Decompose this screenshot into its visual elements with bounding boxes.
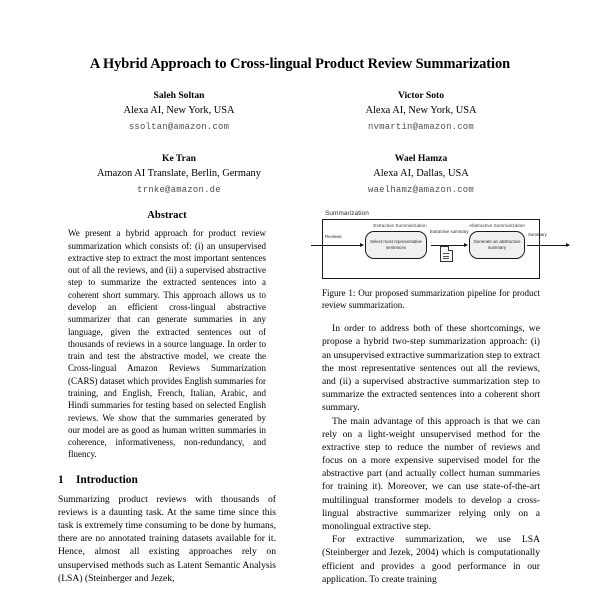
author-email[interactable]: ssoltan@amazon.com: [128, 121, 230, 132]
figure-node-abstractive: Generate an abstractive summary: [469, 231, 525, 259]
author-name: Saleh Soltan: [153, 90, 205, 102]
document-fold: [448, 246, 453, 251]
right-column: [322, 210, 547, 586]
abstract-heading: Abstract: [147, 210, 187, 222]
figure-arrow-reviews-to-extractive: [311, 245, 363, 246]
document-line: [443, 258, 449, 259]
author-affiliation: Amazon AI Translate, Berlin, Germany: [97, 167, 261, 179]
author-block-3: [58, 153, 300, 196]
figure-arrow-abstractive-to-output: [527, 245, 569, 246]
body-columns: [58, 210, 547, 586]
document-icon: [440, 246, 453, 262]
author-email[interactable]: waelhamz@amazon.com: [368, 184, 474, 195]
figure-label-extractive-stage: Extractive Summarization: [373, 223, 427, 229]
author-name: Ke Tran: [161, 153, 197, 165]
figure-stage-labels: [323, 220, 539, 228]
page-title: A Hybrid Approach to Cross-lingual Product Review Summarization: [89, 56, 511, 72]
figure-caption-body: Our proposed summarization pipeline for product review summarization.: [322, 288, 541, 311]
section-title: Introduction: [76, 473, 138, 486]
figure-label-abstractive-stage: Abstractive Summarization: [469, 223, 525, 229]
document-line: [443, 256, 449, 257]
figure-caption-label: Figure 1:: [322, 288, 356, 299]
figure-caption: [322, 288, 540, 312]
author-block-1: [58, 90, 300, 133]
author-block-4: [300, 153, 542, 196]
paragraph: The main advantage of this approach is that we can rely on a light-weight unsupervised method for the extractive step to reduce the number of reviews and focus on a more expensive supervised model for the abstractive part (and actually collect human summaries for training it). Moreover, we can use state-of-the-art multilingual transformer models to develop a cross-lingual abstractive summarizer relying only on a monolingual extractive step.: [322, 415, 540, 533]
author-block-2: [300, 90, 542, 133]
paragraph: Summarizing product reviews with thousands of reviews is a daunting task. At the same time since this task is extremely time consuming to be done by humans, there are no annotated training datasets available for it. Hence, almost all existing approaches rely on unsupervised methods such as Latent Semantic Analysis (LSA) (Steinberger and Jezek,: [58, 493, 276, 584]
figure-flow: [323, 228, 547, 268]
author-email[interactable]: trnke@amazon.de: [137, 184, 221, 195]
author-email[interactable]: nvmartin@amazon.com: [368, 121, 474, 132]
figure-extractive-summary-label: Extractive summary: [430, 229, 469, 235]
section-heading-introduction: [58, 474, 276, 486]
left-column: [58, 210, 276, 586]
author-affiliation: Alexa AI, Dallas, USA: [373, 167, 469, 179]
abstract-text: We present a hybrid approach for product review summarization which consists of: (i) an unsupervised extractive step to extract the most important sentences out of all the reviews, and (ii) a supervised abstractive step to summarize the extracted sentences into a coherent short summary. This approach allows us to develop an efficient cross-lingual abstractive summarizer that can generate summaries in any language, given the extracted sentences out of thousands of reviews in a source language. In order to train and test the abstractive model, we create the Cross-lingual Amazon Reviews Summarization (CARS) dataset which provides English summaries for training, and English, French, Italian, Arabic, and Hindi summaries for testing based on selected English reviews. We show that the summaries generated by our model are as good as human written summaries in coherence, informativeness, non-redundancy, and fluency.: [68, 228, 266, 460]
paragraph: In order to address both of these shortcomings, we propose a hybrid two-step summarization approach: (i) an unsupervised extractive summarization step to extract the most representative sentences out all the reviews, and (ii) a supervised abstractive summarization step to summarize the extracted sentences into a coherent short summary.: [322, 323, 540, 414]
figure-1: [322, 210, 547, 312]
figure-caption-text: [322, 288, 540, 312]
figure-node-extractive: Select most representative sentences: [365, 231, 427, 259]
document-line: [443, 253, 449, 254]
section-number: 1: [58, 473, 64, 486]
author-affiliation: Alexa AI, New York, USA: [123, 104, 235, 116]
author-row-2: [58, 153, 542, 196]
right-column-body: [322, 322, 540, 586]
figure-output-summary-label: Summary: [528, 232, 547, 238]
figure-diagram-frame: [322, 219, 547, 279]
figure-input-reviews-label: Reviews: [325, 234, 342, 240]
figure-top-label: Summarization: [325, 210, 369, 218]
author-name: Wael Hamza: [394, 153, 448, 165]
abstract-body: [58, 227, 276, 460]
introduction-body: [58, 493, 276, 585]
author-row-1: [58, 90, 542, 133]
paragraph: For extractive summarization, we use LSA (Steinberger and Jezek, 2004) which is computationally efficient and provides a good performance in our application. To create training: [322, 534, 540, 585]
author-name: Victor Soto: [397, 90, 445, 102]
author-affiliation: Alexa AI, New York, USA: [365, 104, 477, 116]
